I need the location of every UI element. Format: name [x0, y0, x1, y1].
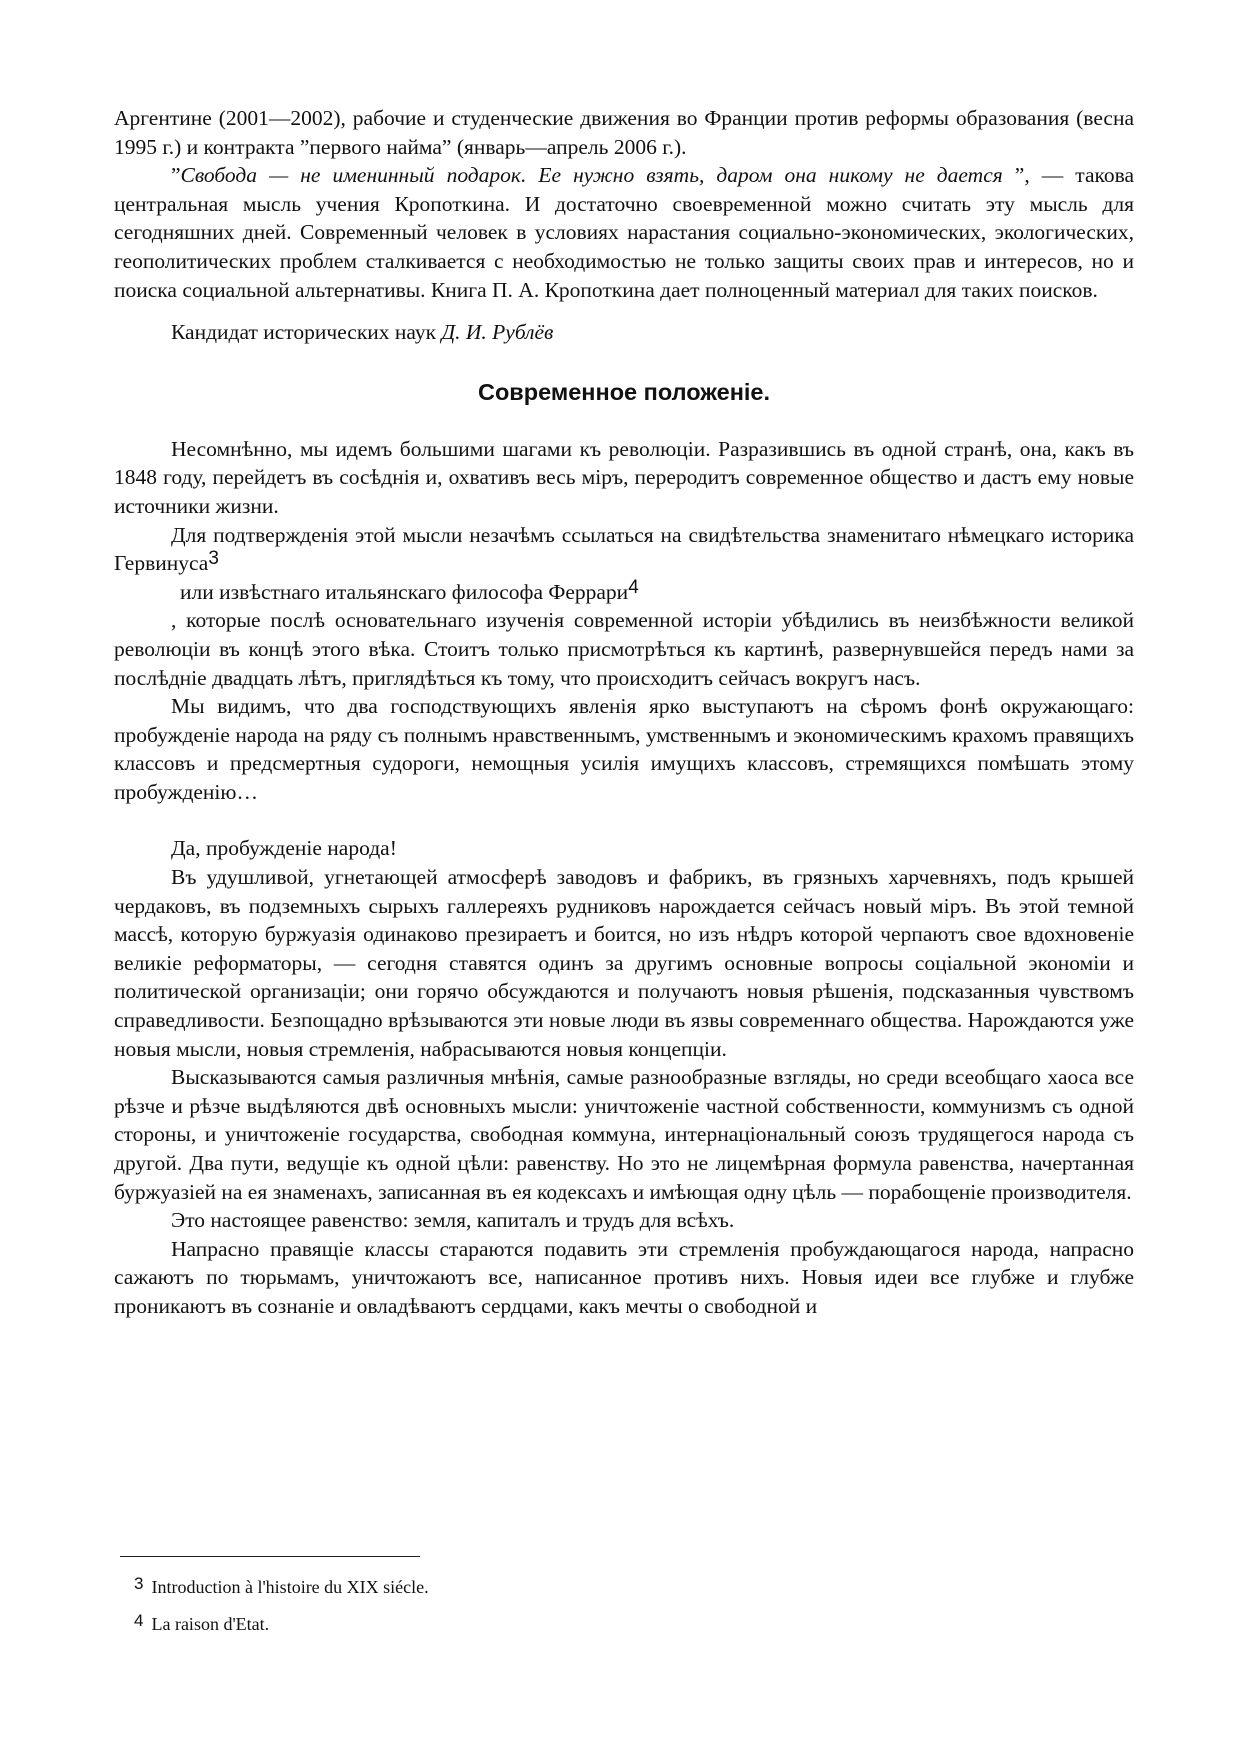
chapter-paragraph-5: Въ удушливой, угнетающей атмосферѣ заводовъ и фабрикъ, въ грязныхъ харчевняхъ, подъ крышей чердаковъ, въ подземныхъ сырыхъ галлереяхъ рудниковъ нарождается сейчасъ новый мiръ. Въ этой темной массѣ, которую буржуазiя одинаково презираетъ и боится, но изъ нѣдръ которой черпаютъ свое вдохновенiе великiе реформаторы, — сегодня ставятся одинъ за другимъ основные вопросы соцiальной экономiи и политической организацiи; они горячо обсуждаются и получаютъ новыя рѣшенiя, подсказанныя чувствомъ справедливости. Безпощадно врѣзываются эти новые люди въ язвы современнаго общества. Нарождаются уже новыя мысли, новыя стремленiя, набрасываются новыя концепцiи.: [114, 865, 1134, 1061]
quote-open-mark: ”: [171, 163, 181, 188]
page-content: [114, 104, 1134, 1321]
chapter-paragraph-2b: [114, 578, 1134, 607]
intro-paragraph-2-rest: ”, — такова центральная мысль учения Кропоткина. И достаточно своевременной можно считать эту мысль для сегодняшних дней. Современный человек в условиях нарастания социально-экономических, экологических, геополитических проблем сталкивается с необходимостью не только защиты своих прав и интересов, но и поиска социальной альтернативы. Книга П. А. Кропоткина дает полноценный материал для таких поисков.: [114, 163, 1134, 302]
chapter-paragraph-2a: [114, 521, 1134, 578]
signature-label: Кандидат исторических наук: [171, 320, 437, 345]
spacer: [114, 806, 1134, 834]
footnote-3: [124, 1567, 1124, 1604]
chapter-paragraph-3: Мы видимъ, что два господствующихъ явленiя ярко выступаютъ на сѣромъ фонѣ окружающаго: пробужденiе народа на ряду съ полнымъ нравственнымъ, умственнымъ и экономическимъ крахомъ правящихъ классовъ и предсмертныя судороги, немощныя усилiя имущихъ классовъ, стремящихся помѣшать этому пробужденiю…: [114, 694, 1134, 804]
chapter-paragraph-6: Высказываются самыя различныя мнѣнiя, самые разнообразные взгляды, но среди всеобщаго хаоса все рѣзче и рѣзче выдѣляются двѣ основныхъ мысли: уничтоженiе частной собственности, коммунизмъ съ одной стороны, и уничтоженiе государства, свободная коммуна, интернацiональный союзъ трудящегося народа съ другой. Два пути, ведущiе къ одной цѣли: равенству. Но это не лицемѣрная формула равенства, начертанная буржуазiей на ея знаменахъ, записанная въ ея кодексахъ и имѣющая одну цѣль — порабощенiе производителя.: [114, 1065, 1134, 1204]
signature-author: Д. И. Рублёв: [441, 320, 554, 345]
intro-paragraph-1: Аргентине (2001—2002), рабочие и студенческие движения во Франции против реформы образования (весна 1995 г.) и контракта ”первого найма” (январь—апрель 2006 г.).: [114, 106, 1134, 159]
signature: [114, 318, 1134, 347]
chapter-paragraph-2a-text: Для подтвержденiя этой мысли незачѣмъ ссылаться на свидѣтельства знаменитаго нѣмецкаго историка Гервинуса: [114, 522, 1134, 576]
footnote-text: La raison d'Etat.: [151, 1614, 270, 1634]
chapter-paragraph-2c: , которые послѣ основательнаго изученiя современной исторiи убѣдились въ неизбѣжности великой революцiи въ концѣ этого вѣка. Стоитъ только присмотрѣться къ картинѣ, развернувшейся передъ нами за послѣднiе двадцать лѣтъ, приглядѣться къ тому, что происходитъ сейчасъ вокругъ насъ.: [114, 608, 1134, 690]
footnote-4: [124, 1604, 1124, 1641]
footnote-number: 4: [134, 1611, 144, 1630]
intro-paragraph-2: [114, 161, 1134, 304]
chapter-paragraph-4: Да, пробужденiе народа!: [171, 836, 397, 861]
chapter-paragraph-1: Несомнѣнно, мы идемъ большими шагами къ революцiи. Разразившись въ одной странѣ, она, какъ въ 1848 году, перейдетъ въ сосѣднiя и, охвативъ весь мiръ, переродитъ современное общество и дастъ ему новые источники жизни.: [114, 436, 1134, 518]
footnote-text: Introduction à l'histoire du XIX siécle.: [151, 1577, 429, 1597]
footnote-number: 3: [134, 1574, 144, 1593]
kropotkin-quote: Свобода — не именинный подарок. Ее нужно взять, даром она никому не дается: [180, 163, 1003, 188]
chapter-paragraph-2b-text: или извѣстнаго итальянскаго философа Феррари: [180, 579, 629, 604]
chapter-paragraph-8: Напрасно правящiе классы стараются подавить эти стремленiя пробуждающагося народа, напрасно сажаютъ по тюрьмамъ, уничтожаютъ все, написанное противъ нихъ. Новыя идеи все глубже и глубже проникаютъ въ сознанiе и овладѣваютъ сердцами, какъ мечты о свободной и: [114, 1236, 1134, 1318]
footnote-ref-3[interactable]: 3: [208, 548, 219, 570]
footnote-divider: [120, 1556, 420, 1557]
chapter-paragraph-7: Это настоящее равенство: земля, капиталъ и трудъ для всѣхъ.: [171, 1208, 735, 1233]
footnote-ref-4[interactable]: 4: [628, 576, 639, 598]
footnotes: [124, 1556, 1124, 1641]
chapter-title: Современное положенiе.: [477, 378, 771, 405]
spacer: [114, 407, 1134, 435]
